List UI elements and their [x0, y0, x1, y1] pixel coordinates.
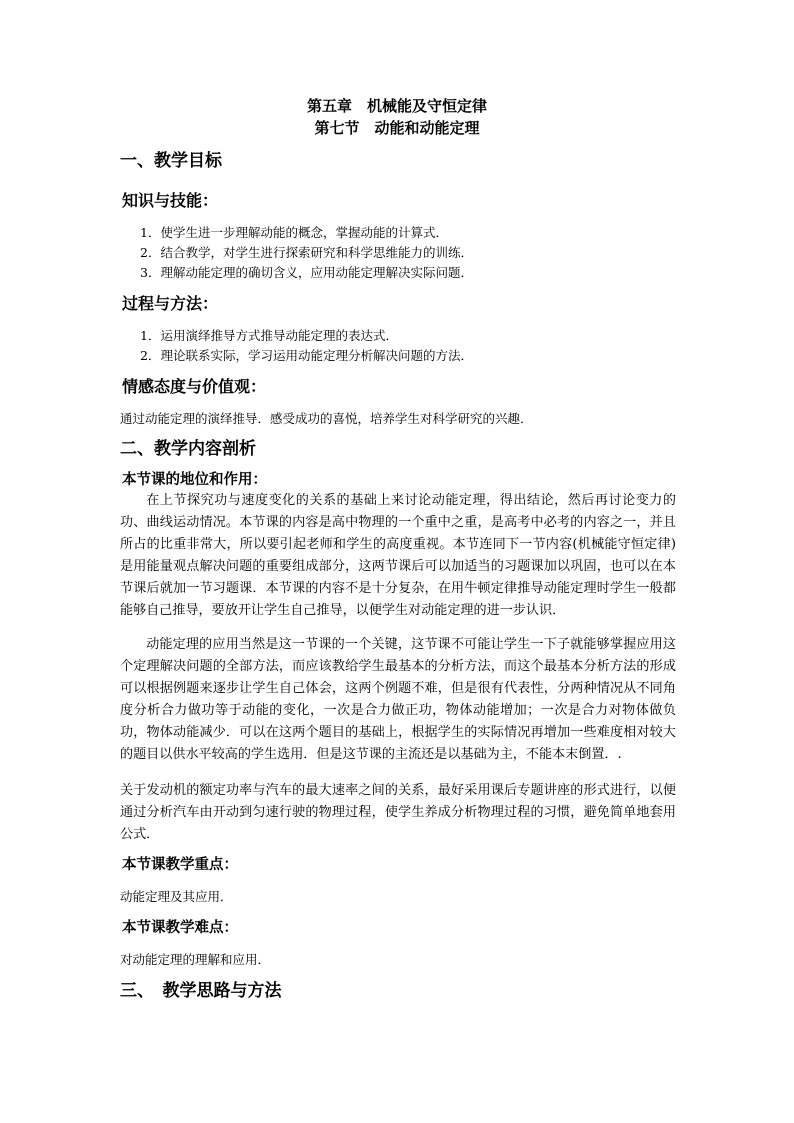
role-paragraph: 动能定理的应用当然是这一节课的一个关键，这节课不可能让学生一下子就能够掌握应用这个定理解决问题的全部方法，而应该教给学生最基本的分析方法，而这个最基本分析方法的形成可以根据例题来逐步让学生自己体会，这两个例题不难，但是很有代表性，分两种情况从不同角度分析合力做功等于动能的变化，一次是合力做正功，物体动能增加；一次是合力对物体做负功，物体动能减少．可以在这两个题目的基础上，根据学生的实际情况再增加一些难度相对较大的题目以供水平较高的学生选用．但是这节课的主流还是以基础为主，不能本末倒置．. — [120, 637, 676, 762]
difficulties-text: 对动能定理的理解和应用． — [120, 952, 271, 967]
knowledge-heading: 知识与技能： — [122, 191, 219, 210]
process-item: 1．运用演绎推导方式推导动能定理的表达式． — [140, 328, 398, 343]
section-title: 第七节 动能和动能定理 — [314, 119, 480, 137]
role-paragraph: 关于发动机的额定功率与汽车的最大速率之间的关系，最好采用课后专题讲座的形式进行，以便通过分析汽车由开动到匀速行驶的物理过程，使学生养成分析物理过程的习惯，避免简单地套用公式． — [120, 783, 676, 842]
knowledge-item: 2．结合教学，对学生进行探索研究和科学思维能力的训练． — [140, 245, 473, 260]
attitude-heading: 情感态度与价值观： — [122, 377, 267, 396]
attitude-text: 通过动能定理的演绎推导．感受成功的喜悦，培养学生对科学研究的兴趣． — [120, 411, 533, 426]
role-heading: 本节课的地位和作用： — [122, 471, 267, 488]
process-heading: 过程与方法： — [122, 294, 219, 313]
knowledge-item: 1．使学生进一步理解动能的概念，掌握动能的计算式． — [140, 225, 448, 240]
section2-heading: 二、教学内容剖析 — [120, 439, 256, 459]
key-points-heading: 本节课教学重点： — [122, 856, 238, 873]
knowledge-item: 3．理解动能定理的确切含义，应用动能定理解决实际问题． — [140, 265, 473, 280]
process-item: 2．理论联系实际，学习运用动能定理分析解决问题的方法． — [140, 348, 473, 363]
difficulties-heading: 本节课教学难点： — [122, 919, 238, 936]
section3-heading: 三、 教学思路与方法 — [120, 981, 282, 1001]
key-points-text: 动能定理及其应用． — [120, 889, 233, 904]
section1-heading: 一、教学目标 — [120, 151, 222, 171]
role-paragraph: 在上节探究功与速度变化的关系的基础上来讨论动能定理，得出结论，然后再讨论变力的功、曲线运动情况。本节课的内容是高中物理的一个重中之重，是高考中必考的内容之一，并且所占的比重非常大，所以要引起老师和学生的高度重视。本节连同下一节内容(机械能守恒定律)是用能量观点解决问题的重要组成部分，这两节课后可以加适当的习题课加以巩固，也可以在本节课后就加一节习题课．本节课的内容不是十分复杂，在用牛顿定律推导动能定理时学生一般都能够自己推导，要放开让学生自己推导，以便学生对动能定理的进一步认识． — [120, 493, 676, 618]
chapter-title: 第五章 机械能及守恒定律 — [306, 97, 487, 115]
